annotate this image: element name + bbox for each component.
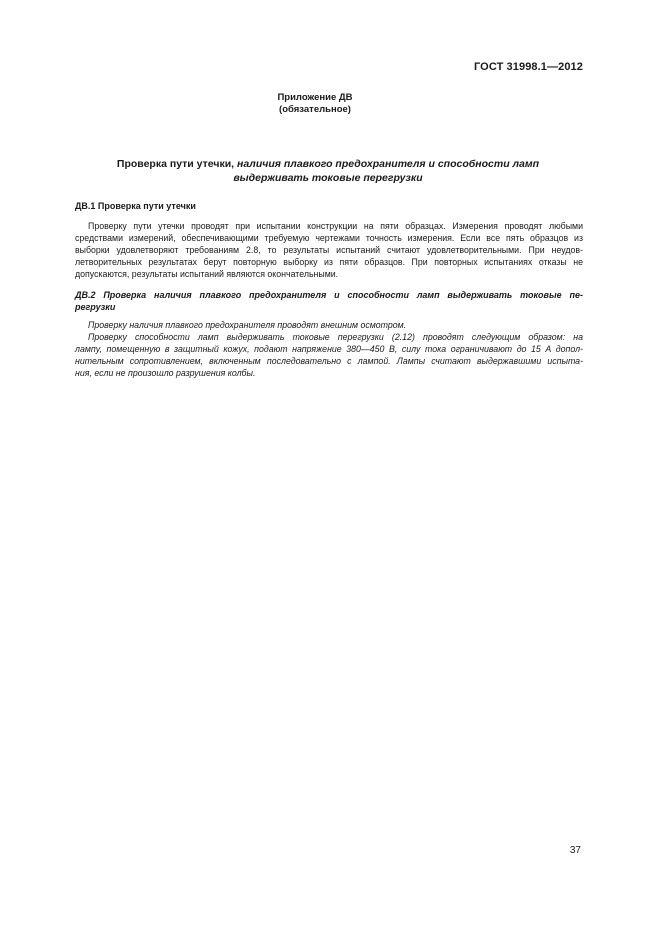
section2-para1-line: Проверку наличия плавкого предохранителя проводят внешним осмотром. [88, 320, 407, 330]
section2-heading [75, 290, 583, 313]
section1-line: допускаются, результаты испытаний являются окончательными. [75, 269, 339, 280]
section2-heading-line1: ДВ.2 Проверка наличия плавкого предохранителя и способности ламп выдерживать токовые пе- [75, 290, 583, 300]
section1-line: средствами измерений, обеспечивающими требуемую чертежами точность измерения. Если все пять образцов из [75, 233, 583, 244]
section2-paragraph1 [75, 319, 583, 331]
section2-line: лампу, помещенную в защитный кожух, подают напряжение 380—450 В, силу тока ограничивают до 15 А допол- [75, 344, 583, 355]
section2-line: нительным сопротивлением, включенным последовательно с лампой. Лампы считают выдержавшими испыта- [75, 356, 583, 367]
section1-paragraph [75, 220, 583, 280]
section1-line: выборки удовлетворяют требованиям 2.8, то результаты испытаний считают удовлетворительными. При неудов- [75, 245, 583, 256]
section1-line: Проверку пути утечки проводят при испытании конструкции на пяти образцах. Измерения проводят любыми [88, 221, 583, 231]
section2-line: Проверку способности ламп выдерживать токовые перегрузки (2.12) проводят следующим образом: на [88, 332, 583, 342]
main-title-part1: Проверка пути утечки, [116, 158, 237, 170]
annex-heading [0, 92, 630, 116]
standard-code: ГОСТ 31998.1—2012 [473, 61, 583, 73]
page-number: 37 [569, 845, 581, 856]
section2-line: ния, если не произошло разрушения колбы. [75, 368, 256, 379]
section1-line: летворительных результатах берут повторную выборку из пяти образцов. При повторных испытаниях отказы не [75, 257, 583, 268]
annex-title: Приложение ДВ [277, 92, 353, 103]
main-title [75, 157, 581, 185]
section1-heading: ДВ.1 Проверка пути утечки [75, 201, 196, 211]
section2-paragraph2 [75, 331, 583, 379]
main-title-part2: наличия плавкого предохранителя и способности ламп [237, 158, 540, 170]
section2-heading-line2: регрузки [75, 301, 116, 312]
main-title-line2: выдерживать токовые перегрузки [233, 172, 423, 184]
annex-status: (обязательное) [279, 104, 351, 115]
main-title-line1 [75, 157, 581, 171]
